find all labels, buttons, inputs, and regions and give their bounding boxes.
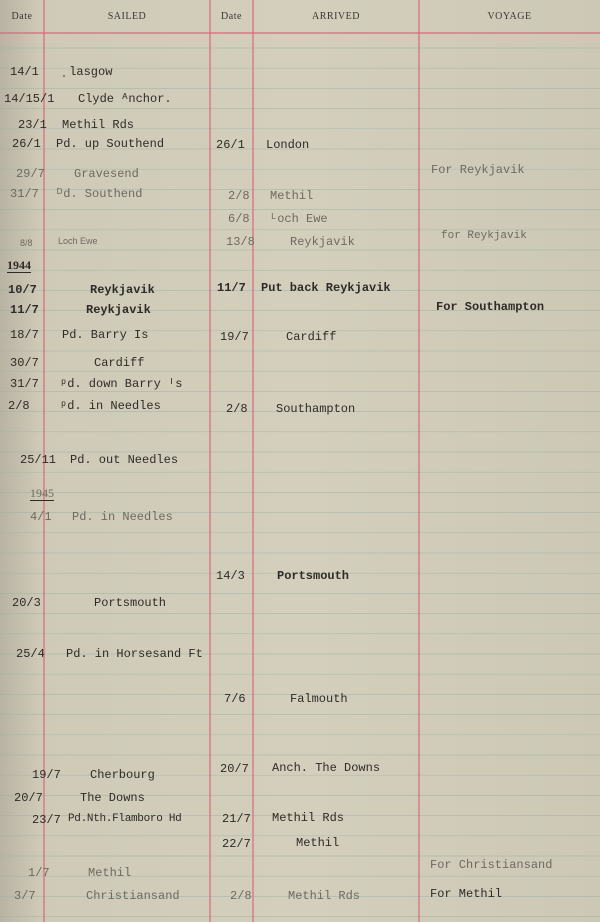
arrive-place: Methil — [270, 189, 314, 203]
sail-date: 4/1 — [30, 510, 52, 524]
sail-date: 14/15/1 — [4, 92, 55, 106]
header-sailed: SAILED — [107, 11, 147, 22]
sail-date: 10/7 — [8, 283, 37, 297]
arrive-place: Reykjavik — [290, 235, 355, 249]
sail-date: 1/7 — [28, 866, 50, 880]
sail-place: Portsmouth — [94, 596, 167, 610]
sail-place: Christiansand — [86, 889, 180, 903]
sail-place: ᵖd. down Barry ᴵs — [60, 377, 183, 391]
sail-date: 19/7 — [32, 768, 61, 782]
sail-place: Cherbourg — [90, 768, 155, 782]
arrive-place: London — [266, 138, 310, 152]
sail-place: ᴰd. Southend — [56, 187, 143, 201]
sail-date: 20/3 — [12, 596, 41, 610]
arrive-place: ᴸoch Ewe — [270, 212, 328, 226]
sail-place: Pd. Barry Is — [62, 328, 149, 342]
arrive-place: Methil Rds — [272, 811, 345, 825]
sail-place: Methil Rds — [62, 118, 135, 132]
arrive-date: 7/6 — [224, 692, 246, 706]
sail-date: 26/1 — [12, 137, 41, 151]
arrive-date: 2/8 — [228, 189, 250, 203]
arrive-date: 11/7 — [217, 281, 246, 295]
arrive-place: Methil Rds — [288, 889, 361, 903]
arrive-place: Methil — [296, 836, 340, 850]
arrive-date: 14/3 — [216, 569, 245, 583]
arrive-date: 26/1 — [216, 138, 245, 152]
sail-date: 25/4 — [16, 647, 45, 661]
year-marker: 1945 — [30, 486, 54, 500]
sail-date: 18/7 — [10, 328, 39, 342]
voyage-note: For Reykjavik — [431, 163, 525, 177]
sail-date: 20/7 — [14, 791, 43, 805]
sail-date: 30/7 — [10, 356, 39, 370]
sail-date: 3/7 — [14, 889, 36, 903]
sail-place: Loch Ewe — [58, 236, 98, 246]
sail-date: 23/1 — [18, 118, 47, 132]
arrive-place: Southampton — [276, 402, 356, 416]
arrive-date: 20/7 — [220, 762, 249, 776]
sail-date: 31/7 — [10, 187, 39, 201]
header-arrived: ARRIVED — [312, 11, 360, 22]
arrive-place: Anch. The Downs — [272, 761, 381, 775]
arrive-place: Portsmouth — [277, 569, 350, 583]
sail-date: 2/8 — [8, 399, 30, 413]
sail-date: 29/7 — [16, 167, 45, 181]
arrive-place: Cardiff — [286, 330, 337, 344]
sail-place: Pd. in Horsesand Ft — [66, 647, 203, 661]
sail-place: Pd. up Southend — [56, 137, 165, 151]
header-voyage: VOYAGE — [487, 11, 532, 22]
arrive-date: 13/8 — [226, 235, 255, 249]
voyage-note: For Methil — [430, 887, 503, 901]
header-date-arrived: Date — [221, 11, 242, 22]
arrive-date: 6/8 — [228, 212, 250, 226]
sail-place: Reykjavik — [86, 303, 151, 317]
sail-place: Pd. in Needles — [72, 510, 173, 524]
arrive-date: 21/7 — [222, 812, 251, 826]
sail-place: ˯lasgow — [62, 65, 113, 79]
sail-place: ᵖd. in Needles — [60, 399, 161, 413]
arrive-place: Put back Reykjavik — [261, 281, 391, 295]
voyage-note: For Southampton — [436, 300, 545, 314]
sail-date: 8/8 — [20, 238, 33, 248]
arrive-date: 22/7 — [222, 837, 251, 851]
arrive-date: 2/8 — [226, 402, 248, 416]
sail-place: Reykjavik — [90, 283, 155, 297]
sail-date: 31/7 — [10, 377, 39, 391]
voyage-note: for Reykjavik — [441, 230, 527, 242]
sail-place: Gravesend — [74, 167, 139, 181]
sail-date: 11/7 — [10, 303, 39, 317]
sail-place: Methil — [88, 866, 132, 880]
sail-place: Clyde ᴬnchor. — [78, 92, 172, 106]
arrive-date: 19/7 — [220, 330, 249, 344]
arrive-place: Falmouth — [290, 692, 348, 706]
sail-place: Pd.Nth.Flamboro Hd — [68, 813, 182, 825]
arrive-date: 2/8 — [230, 889, 252, 903]
header-date-sailed: Date — [11, 11, 33, 22]
voyage-note: For Christiansand — [430, 858, 553, 872]
sail-place: Cardiff — [94, 356, 145, 370]
sail-place: Pd. out Needles — [70, 453, 179, 467]
sail-date: 14/1 — [10, 65, 39, 79]
year-marker: 1944 — [7, 258, 31, 272]
sail-date: 25/11 — [20, 453, 57, 467]
sail-place: The Downs — [80, 791, 145, 805]
sail-date: 23/7 — [32, 813, 61, 827]
